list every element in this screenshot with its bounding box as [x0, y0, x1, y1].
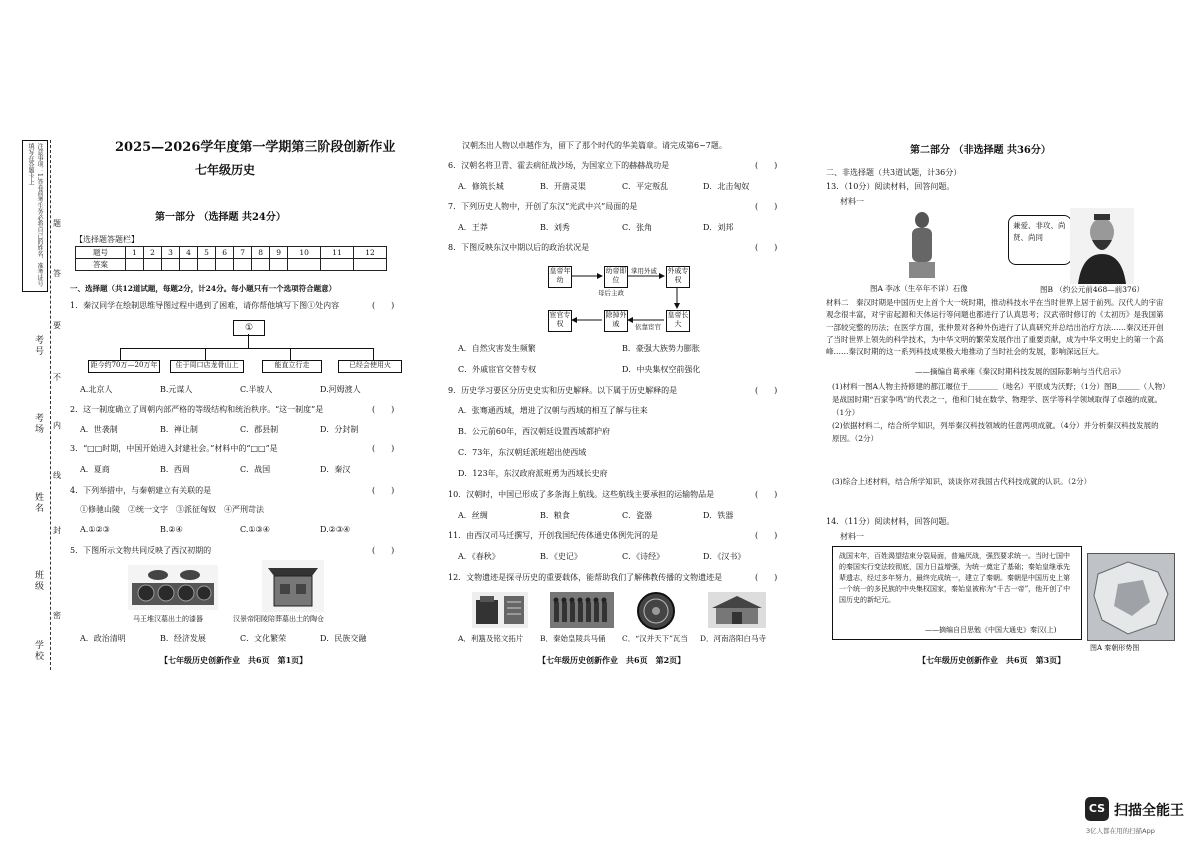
table-cell: 11: [321, 247, 354, 259]
cycle-label: 依靠宦官: [635, 323, 661, 331]
q2-option-c[interactable]: C．郡县制: [240, 425, 279, 434]
table-cell: 2: [143, 247, 161, 259]
material-1-label: 材料一: [840, 197, 864, 206]
mindmap-line: [120, 348, 373, 349]
q2-option-d[interactable]: D．分封制: [320, 425, 359, 434]
q8-option-c[interactable]: C．外戚宦官交替专权: [458, 365, 537, 374]
material-14-box: [832, 546, 1082, 640]
q6-option-c[interactable]: C．平定叛乱: [622, 182, 669, 191]
question-10: 10．汉朝时，中国已形成了多条海上航线。这些航线主要承担的运输物品是: [448, 490, 715, 499]
page3-footer: 【七年级历史创新作业 共6页 第3页】: [918, 655, 1066, 665]
seal-line: [50, 140, 51, 670]
answer-cell[interactable]: [125, 259, 143, 271]
strip-label-name: 姓名: [33, 492, 43, 514]
cut-char: 答: [53, 269, 61, 278]
white-horse-temple-image: [708, 592, 766, 628]
q11-option-b[interactable]: B．《史记》: [540, 552, 582, 561]
page1-footer: 【七年级历史创新作业 共6页 第1页】: [160, 655, 308, 665]
table-cell: 3: [161, 247, 179, 259]
answer-cell[interactable]: [270, 259, 288, 271]
answer-cell[interactable]: [161, 259, 179, 271]
question-11: 11．由西汉司马迁撰写，开创我国纪传体通史体例先河的是: [448, 531, 659, 540]
answer-cell[interactable]: [354, 259, 387, 271]
question-4: 4．下列举措中，与秦朝建立有关联的是: [70, 486, 212, 495]
cycle-label: 母后主政: [598, 289, 624, 297]
q10-option-d[interactable]: D．铁器: [703, 511, 734, 520]
table-cell: 4: [180, 247, 198, 259]
q2-option-b[interactable]: B．禅让制: [160, 425, 198, 434]
table-cell: 1: [125, 247, 143, 259]
mindmap-box: 能直立行走: [262, 360, 322, 373]
camscanner-slogan: 3亿人都在用的扫描App: [1086, 827, 1155, 835]
q1-option-d[interactable]: D.河姆渡人: [320, 385, 361, 394]
strip-label-school: 学校: [33, 640, 43, 662]
table-cell: 5: [198, 247, 216, 259]
q6-option-b[interactable]: B．开凿灵渠: [540, 182, 586, 191]
material-14-text: 战国末年，百姓渴望结束分裂局面，普遍厌战，强烈要求统一。当时七国中的秦国实行变法较彻底，国力日益增强，为统一奠定了基础；秦始皇继承先辈遗志，经过多年努力，最终完成统一，建立了秦朝。秦朝是中国历史上第一个统一的多民族的中央集权国家，秦始皇被称为“千古一帝”，他开创了中国历史的新纪元。: [839, 552, 1071, 604]
q5-caption-2: 汉景帝阳陵陪葬墓出土的陶仓: [233, 615, 324, 623]
mindmap-line: [290, 348, 291, 360]
cycle-label: 掌用外戚: [631, 267, 657, 275]
cycle-box: 幼帝即位: [604, 266, 628, 288]
part2-heading: 第二部分 （非选择题 共36分）: [910, 145, 1051, 156]
cycle-box: 除掉外戚: [604, 310, 628, 332]
q7-option-c[interactable]: C．张角: [622, 223, 653, 232]
question-5: 5．下图所示文物共同反映了西汉初期的: [70, 546, 212, 555]
mozi-portrait-image: [1070, 208, 1134, 284]
section2-intro: 二、非选择题（共3道试题，计36分）: [826, 168, 962, 177]
question-8: 8．下图反映东汉中期以后的政治状况是: [448, 243, 590, 252]
q4-option-a[interactable]: A.①②③: [80, 525, 110, 534]
q8-option-d[interactable]: D．中央集权空前强化: [622, 365, 701, 374]
q12-option-a[interactable]: A．利簋及铭文拓片: [458, 634, 524, 643]
question-14: 14．（11分）阅读材料，回答问题。: [826, 517, 955, 526]
answer-paren[interactable]: ( ): [755, 573, 778, 582]
strip-label-number: 考号: [33, 335, 43, 357]
q4-option-b[interactable]: B.②④: [160, 525, 183, 534]
table-cell: 6: [216, 247, 234, 259]
answer-paren[interactable]: ( ): [755, 386, 778, 395]
answer-paren[interactable]: ( ): [372, 301, 395, 310]
camscanner-logo: CS: [1085, 797, 1109, 821]
answer-paren[interactable]: ( ): [755, 490, 778, 499]
question-2: 2．这一制度确立了周朝内部严格的等级结构和统治秩序。“这一制度”是: [70, 405, 324, 414]
q3-option-b[interactable]: B．西周: [160, 465, 190, 474]
table-cell: 10: [288, 247, 321, 259]
question-1: 1．秦汉同学在绘制思维导图过程中遇到了困难，请你帮他填写下图①处内容: [70, 301, 340, 310]
table-cell: 8: [252, 247, 270, 259]
cut-char: 密: [53, 611, 61, 620]
q9-option-a[interactable]: A．张骞通西域，增进了汉朝与西域的相互了解与往来: [458, 406, 648, 415]
answer-paren[interactable]: ( ): [372, 444, 395, 453]
q4-items: ①修驰山陵 ②统一文字 ③派征匈奴 ④严刑苛法: [80, 505, 264, 514]
cut-char: 内: [53, 421, 61, 430]
map-a-caption: 图A 秦朝形势图: [1090, 644, 1140, 652]
cut-char: 封: [53, 526, 61, 535]
table-cell: 12: [354, 247, 387, 259]
cut-char: 不: [53, 373, 61, 382]
q7-option-a[interactable]: A．王莽: [458, 223, 488, 232]
lacquerware-image: [128, 565, 218, 610]
strip-label-room: 考场: [33, 413, 43, 435]
ligui-bronze-image: [472, 592, 528, 628]
terracotta-army-image: [550, 592, 614, 628]
question-9: 9．历史学习要区分历史史实和历史解释。以下属于历史解释的是: [448, 386, 678, 395]
answer-cell[interactable]: [180, 259, 198, 271]
answer-paren[interactable]: ( ): [372, 405, 395, 414]
question-12: 12．文物遗迹是探寻历史的重要载体，能帮助我们了解佛教传播的文物遗迹是: [448, 573, 723, 582]
answer-paren[interactable]: ( ): [372, 546, 395, 555]
cut-char: 线: [53, 471, 61, 480]
mindmap-line: [373, 348, 374, 360]
section1-intro: 一、选择题（共12道试题，每题2分，计24分。每小题只有一个选项符合题意）: [70, 284, 337, 293]
cut-char: 题: [53, 219, 61, 228]
q4-option-c[interactable]: C.①③④: [240, 525, 270, 534]
q8-option-b[interactable]: B．豪强大族势力膨胀: [622, 344, 700, 353]
q5-option-d[interactable]: D．民族交融: [320, 634, 367, 643]
table-cell: 7: [234, 247, 252, 259]
part1-heading: 第一部分 （选择题 共24分）: [155, 212, 286, 223]
q11-option-a[interactable]: A．《春秋》: [458, 552, 500, 561]
q9-option-c[interactable]: C．73年，东汉朝廷派班超出使西域: [458, 448, 587, 457]
li-bing-statue-image: [900, 210, 944, 282]
mindmap-line: [120, 348, 121, 360]
cycle-arrows: [540, 260, 700, 338]
cycle-box: 宦官专权: [548, 310, 572, 332]
q3-option-a[interactable]: A．夏商: [80, 465, 110, 474]
question-13-2: (2)依据材料二，结合所学知识，列举秦汉科技领域的任意两项成就。（4分）并分析秦汉科技发展的原因。（2分）: [832, 421, 1159, 443]
q5-caption-1: 马王堆汉墓出土的漆器: [133, 615, 203, 623]
answer-paren[interactable]: ( ): [755, 202, 778, 211]
cycle-box: 皇帝长大: [666, 310, 690, 332]
answer-bar-label: 【选择题答题栏】: [75, 235, 139, 244]
q7-option-b[interactable]: B．刘秀: [540, 223, 570, 232]
tile-end-image: [636, 591, 676, 631]
cycle-box: 外戚专权: [666, 266, 690, 288]
answer-cell[interactable]: [321, 259, 354, 271]
mindmap-box: 距今约70万—20万年: [88, 360, 160, 373]
q9-option-b[interactable]: B．公元前60年，西汉朝廷设置西域都护府: [458, 427, 611, 436]
cut-char: 要: [53, 321, 61, 330]
q6-option-a[interactable]: A．修筑长城: [458, 182, 504, 191]
camscanner-name: 扫描全能王: [1114, 803, 1184, 819]
mindmap-center: ①: [233, 320, 265, 336]
pottery-granary-image: [262, 560, 324, 612]
q1-option-b[interactable]: B.元谋人: [160, 385, 193, 394]
exam-subject: 七年级历史: [195, 163, 256, 177]
question-7: 7．下列历史人物中，开创了东汉“光武中兴”局面的是: [448, 202, 638, 211]
fig-a-caption: 图A 李冰（生卒年不详）石像: [870, 284, 968, 293]
mindmap-line: [248, 334, 249, 348]
answer-paren[interactable]: ( ): [755, 161, 778, 170]
mindmap-box: 住于周口店龙骨山上: [170, 360, 244, 373]
q10-option-c[interactable]: C．瓷器: [622, 511, 653, 520]
q10-option-a[interactable]: A．丝绸: [458, 511, 488, 520]
fig-b-caption: 图B （约公元前468—前376）: [1040, 285, 1145, 294]
q1-option-a[interactable]: A.北京人: [80, 385, 113, 394]
q11-option-d[interactable]: D．《汉书》: [703, 552, 746, 561]
table-cell: 9: [270, 247, 288, 259]
answer-table: [75, 246, 387, 271]
q8-option-a[interactable]: A．自然灾害发生频繁: [458, 344, 536, 353]
q3-option-d[interactable]: D．秦汉: [320, 465, 351, 474]
answer-cell[interactable]: [198, 259, 216, 271]
map-shapes: [1088, 554, 1174, 640]
question-13-1: (1)材料一图A人物主持修建的都江堰位于＿＿＿＿（地名）平原成为沃野；（1分）图B＿＿＿（人物）是战国时期“百家争鸣”的代表之一，他和门徒在数学、物理学、医学等科学领域取得了卓越的成就。（1分）: [832, 382, 1166, 417]
material-2-source: ——摘编自葛承雍《秦汉时期科技发展的国际影响与当代启示》: [915, 367, 1125, 376]
answer-cell[interactable]: [216, 259, 234, 271]
cycle-box: 皇帝年幼: [548, 266, 572, 288]
q11-option-c[interactable]: C．《诗经》: [622, 552, 665, 561]
answer-cell[interactable]: [252, 259, 270, 271]
q6-option-d[interactable]: D．北击匈奴: [703, 182, 750, 191]
page2-footer: 【七年级历史创新作业 共6页 第2页】: [538, 655, 686, 665]
question-13: 13．（10分）阅读材料，回答问题。: [826, 182, 955, 191]
qin-map-image: [1087, 553, 1175, 641]
answer-paren[interactable]: ( ): [755, 531, 778, 540]
table-head-answer: 答案: [76, 259, 126, 271]
speech-bubble: 兼爱、非攻、尚贤、尚同: [1008, 215, 1072, 265]
q7-option-d[interactable]: D．刘邦: [703, 223, 734, 232]
answer-cell[interactable]: [288, 259, 321, 271]
q3-option-c[interactable]: C．战国: [240, 465, 271, 474]
q2-option-a[interactable]: A．世袭制: [80, 425, 118, 434]
q4-option-d[interactable]: D.②③④: [320, 525, 351, 534]
q12-option-d[interactable]: D．河南洛阳白马寺: [700, 634, 767, 643]
question-6: 6．汉朝名将卫青、霍去病征战沙场，为国家立下的赫赫战功是: [448, 161, 670, 170]
table-head-number: 题号: [76, 247, 126, 259]
material-2-text: 材料二 秦汉时期是中国历史上首个大一统时期，推动科技水平在当时世界上居于前列。汉代人的宇宙观念很丰富，对宇宙起源和天体运行等问题也都进行了认真思考；汉武帝时修订的《太初历》是我国第一部较完整的历法；在医学方面，张仲景对各种外伤进行了认真研究并总结出治疗方法……秦汉还开创了当时世界上领先的科学技术，为中华文明的繁荣发展作出了重要贡献，成为中华文明史上的第一个高峰……秦汉时期的这一系列科技成果极大地推动了当时社会的发展，影响深远巨大。: [826, 298, 1164, 357]
strip-label-class: 班级: [33, 570, 43, 592]
answer-cell[interactable]: [234, 259, 252, 271]
q5-option-b[interactable]: B．经济发展: [160, 634, 206, 643]
q5-option-a[interactable]: A．政治清明: [80, 634, 126, 643]
question-13-3: (3)综合上述材料，结合所学知识，谈谈你对我国古代科技成就的认识。（2分）: [832, 477, 1092, 486]
q67-intro: 汉朝杰出人物以卓越作为，留下了那个时代的华美篇章。请完成第6~7题。: [462, 141, 727, 150]
mindmap-box: 已经会使用火: [338, 360, 402, 373]
q10-option-b[interactable]: B．粮食: [540, 511, 570, 520]
answer-paren[interactable]: ( ): [755, 243, 778, 252]
answer-paren[interactable]: ( ): [372, 486, 395, 495]
answer-cell[interactable]: [143, 259, 161, 271]
q12-option-b[interactable]: B．秦始皇陵兵马俑: [540, 634, 606, 643]
q1-option-c[interactable]: C.半坡人: [240, 385, 273, 394]
material-14-label: 材料一: [840, 532, 864, 541]
exam-title: 2025—2026学年度第一学期第三阶段创新作业: [115, 140, 396, 155]
question-3: 3．“□□时期，中国开始进入封建社会。”材料中的“□□”是: [70, 444, 278, 453]
notice-text: 注意事项：1.答卷前考生务必将自己的姓名、准考证号填写在答题卡上: [27, 143, 43, 287]
q9-option-d[interactable]: D．123年，东汉政府派班勇为西域长史府: [458, 469, 608, 478]
mindmap-line: [205, 348, 206, 360]
q5-option-c[interactable]: C．文化繁荣: [240, 634, 287, 643]
q12-option-c[interactable]: C．“汉并天下”瓦当: [622, 634, 688, 643]
material-14-source: ——摘编自吕思勉《中国大通史》秦汉(上): [925, 626, 1057, 634]
